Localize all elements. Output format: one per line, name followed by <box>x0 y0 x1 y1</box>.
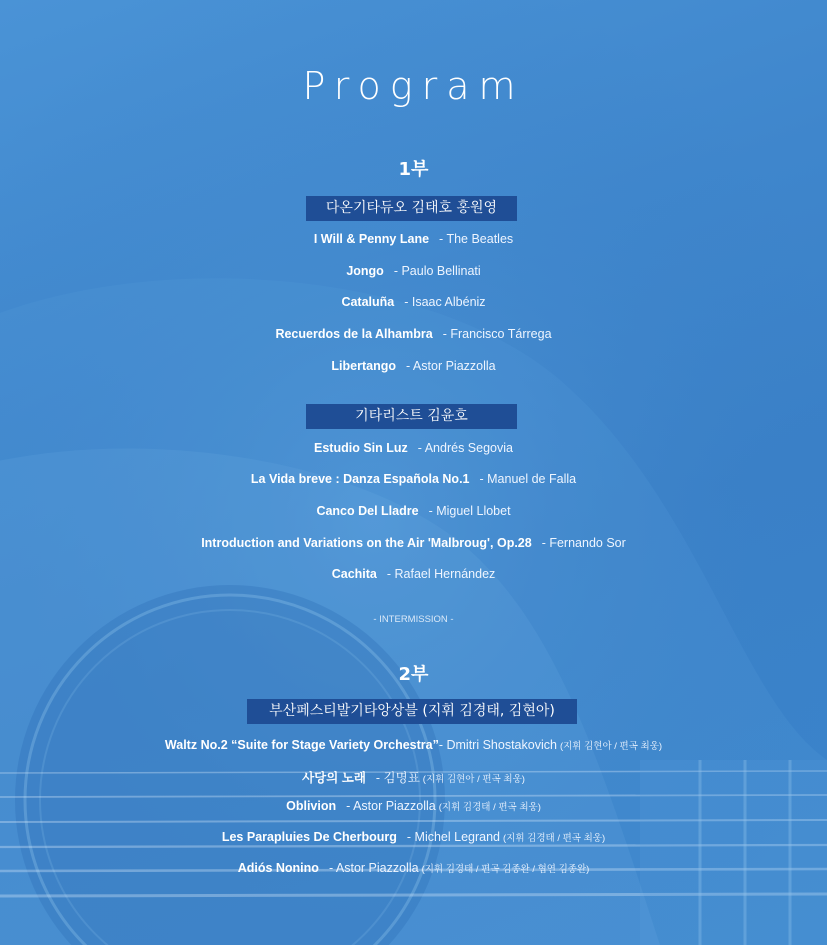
composer: - Fernando Sor <box>541 536 626 550</box>
performer-banner-duo: 다온기타듀오 김태호 홍원영 <box>306 196 517 221</box>
composer: - Miguel Llobet <box>428 504 511 518</box>
composer: - Isaac Albéniz <box>404 295 486 309</box>
program-item <box>0 738 827 752</box>
piece-title: Estudio Sin Luz <box>314 441 408 455</box>
intermission-label: - INTERMISSION - <box>373 614 454 625</box>
program-item <box>0 327 827 341</box>
composer: - Dmitri Shostakovich <box>438 738 557 752</box>
part-1-heading: 1부 <box>398 159 429 180</box>
composer: - Andrés Segovia <box>417 441 513 455</box>
piece-title: Waltz No.2 “Suite for Stage Variety Orchestra” <box>164 738 439 752</box>
part-2-heading: 2부 <box>398 664 429 685</box>
performer-banner-soloist: 기타리스트 김윤호 <box>306 404 517 429</box>
credit-note: (지휘 김현아 / 편곡 최웅) <box>559 741 663 752</box>
piece-title: Libertango <box>331 359 396 373</box>
piece-title: Cataluña <box>341 295 395 309</box>
program-item <box>0 441 827 455</box>
piece-title: Introduction and Variations on the Air 'Malbroug', Op.28 <box>201 536 532 550</box>
piece-title: 사당의 노래 <box>302 771 366 785</box>
program-item <box>0 232 827 246</box>
composer: - Paulo Bellinati <box>393 264 481 278</box>
composer: - Rafael Hernández <box>386 567 496 581</box>
composer: - Manuel de Falla <box>479 472 577 486</box>
program-item <box>0 830 827 844</box>
composer: - Astor Piazzolla <box>328 861 419 875</box>
program-item <box>0 768 827 786</box>
program-item <box>0 264 827 278</box>
program-item <box>0 472 827 486</box>
program-item <box>0 861 827 875</box>
composer: - Astor Piazzolla <box>346 799 436 813</box>
piece-title: Jongo <box>346 264 384 278</box>
piece-title: La Vida breve : Danza Española No.1 <box>250 472 470 486</box>
composer: - Astor Piazzolla <box>405 359 496 373</box>
piece-title: Les Parapluies De Cherbourg <box>221 830 397 844</box>
piece-title: Adiós Nonino <box>237 861 319 875</box>
composer: - 김명표 <box>375 771 420 785</box>
program-item <box>0 567 827 581</box>
credit-note: (지휘 김경태 / 편곡 최웅) <box>503 833 606 844</box>
piece-title: I Will & Penny Lane <box>313 232 430 246</box>
composer: - Francisco Tárrega <box>442 327 552 341</box>
piece-title: Oblivion <box>286 799 337 813</box>
piece-title: Cachita <box>331 567 377 581</box>
program-item <box>0 359 827 373</box>
credit-note: (지휘 김경태 / 편곡 김종완 / 협연 김종완) <box>421 864 590 875</box>
credit-note: (지휘 김현아 / 편곡 최웅) <box>422 774 525 785</box>
program-item <box>0 504 827 518</box>
composer: - The Beatles <box>439 232 514 246</box>
performer-banner-ensemble: 부산페스티발기타앙상블 (지휘 김경태, 김현아) <box>247 699 577 724</box>
page-title: Program <box>302 64 525 108</box>
credit-note: (지휘 김경태 / 편곡 최웅) <box>438 802 541 813</box>
composer: - Michel Legrand <box>406 830 501 844</box>
program-item <box>0 536 827 550</box>
piece-title: Canco Del Lladre <box>316 504 419 518</box>
program-item <box>0 799 827 813</box>
piece-title: Recuerdos de la Alhambra <box>275 327 433 341</box>
program-item <box>0 295 827 309</box>
